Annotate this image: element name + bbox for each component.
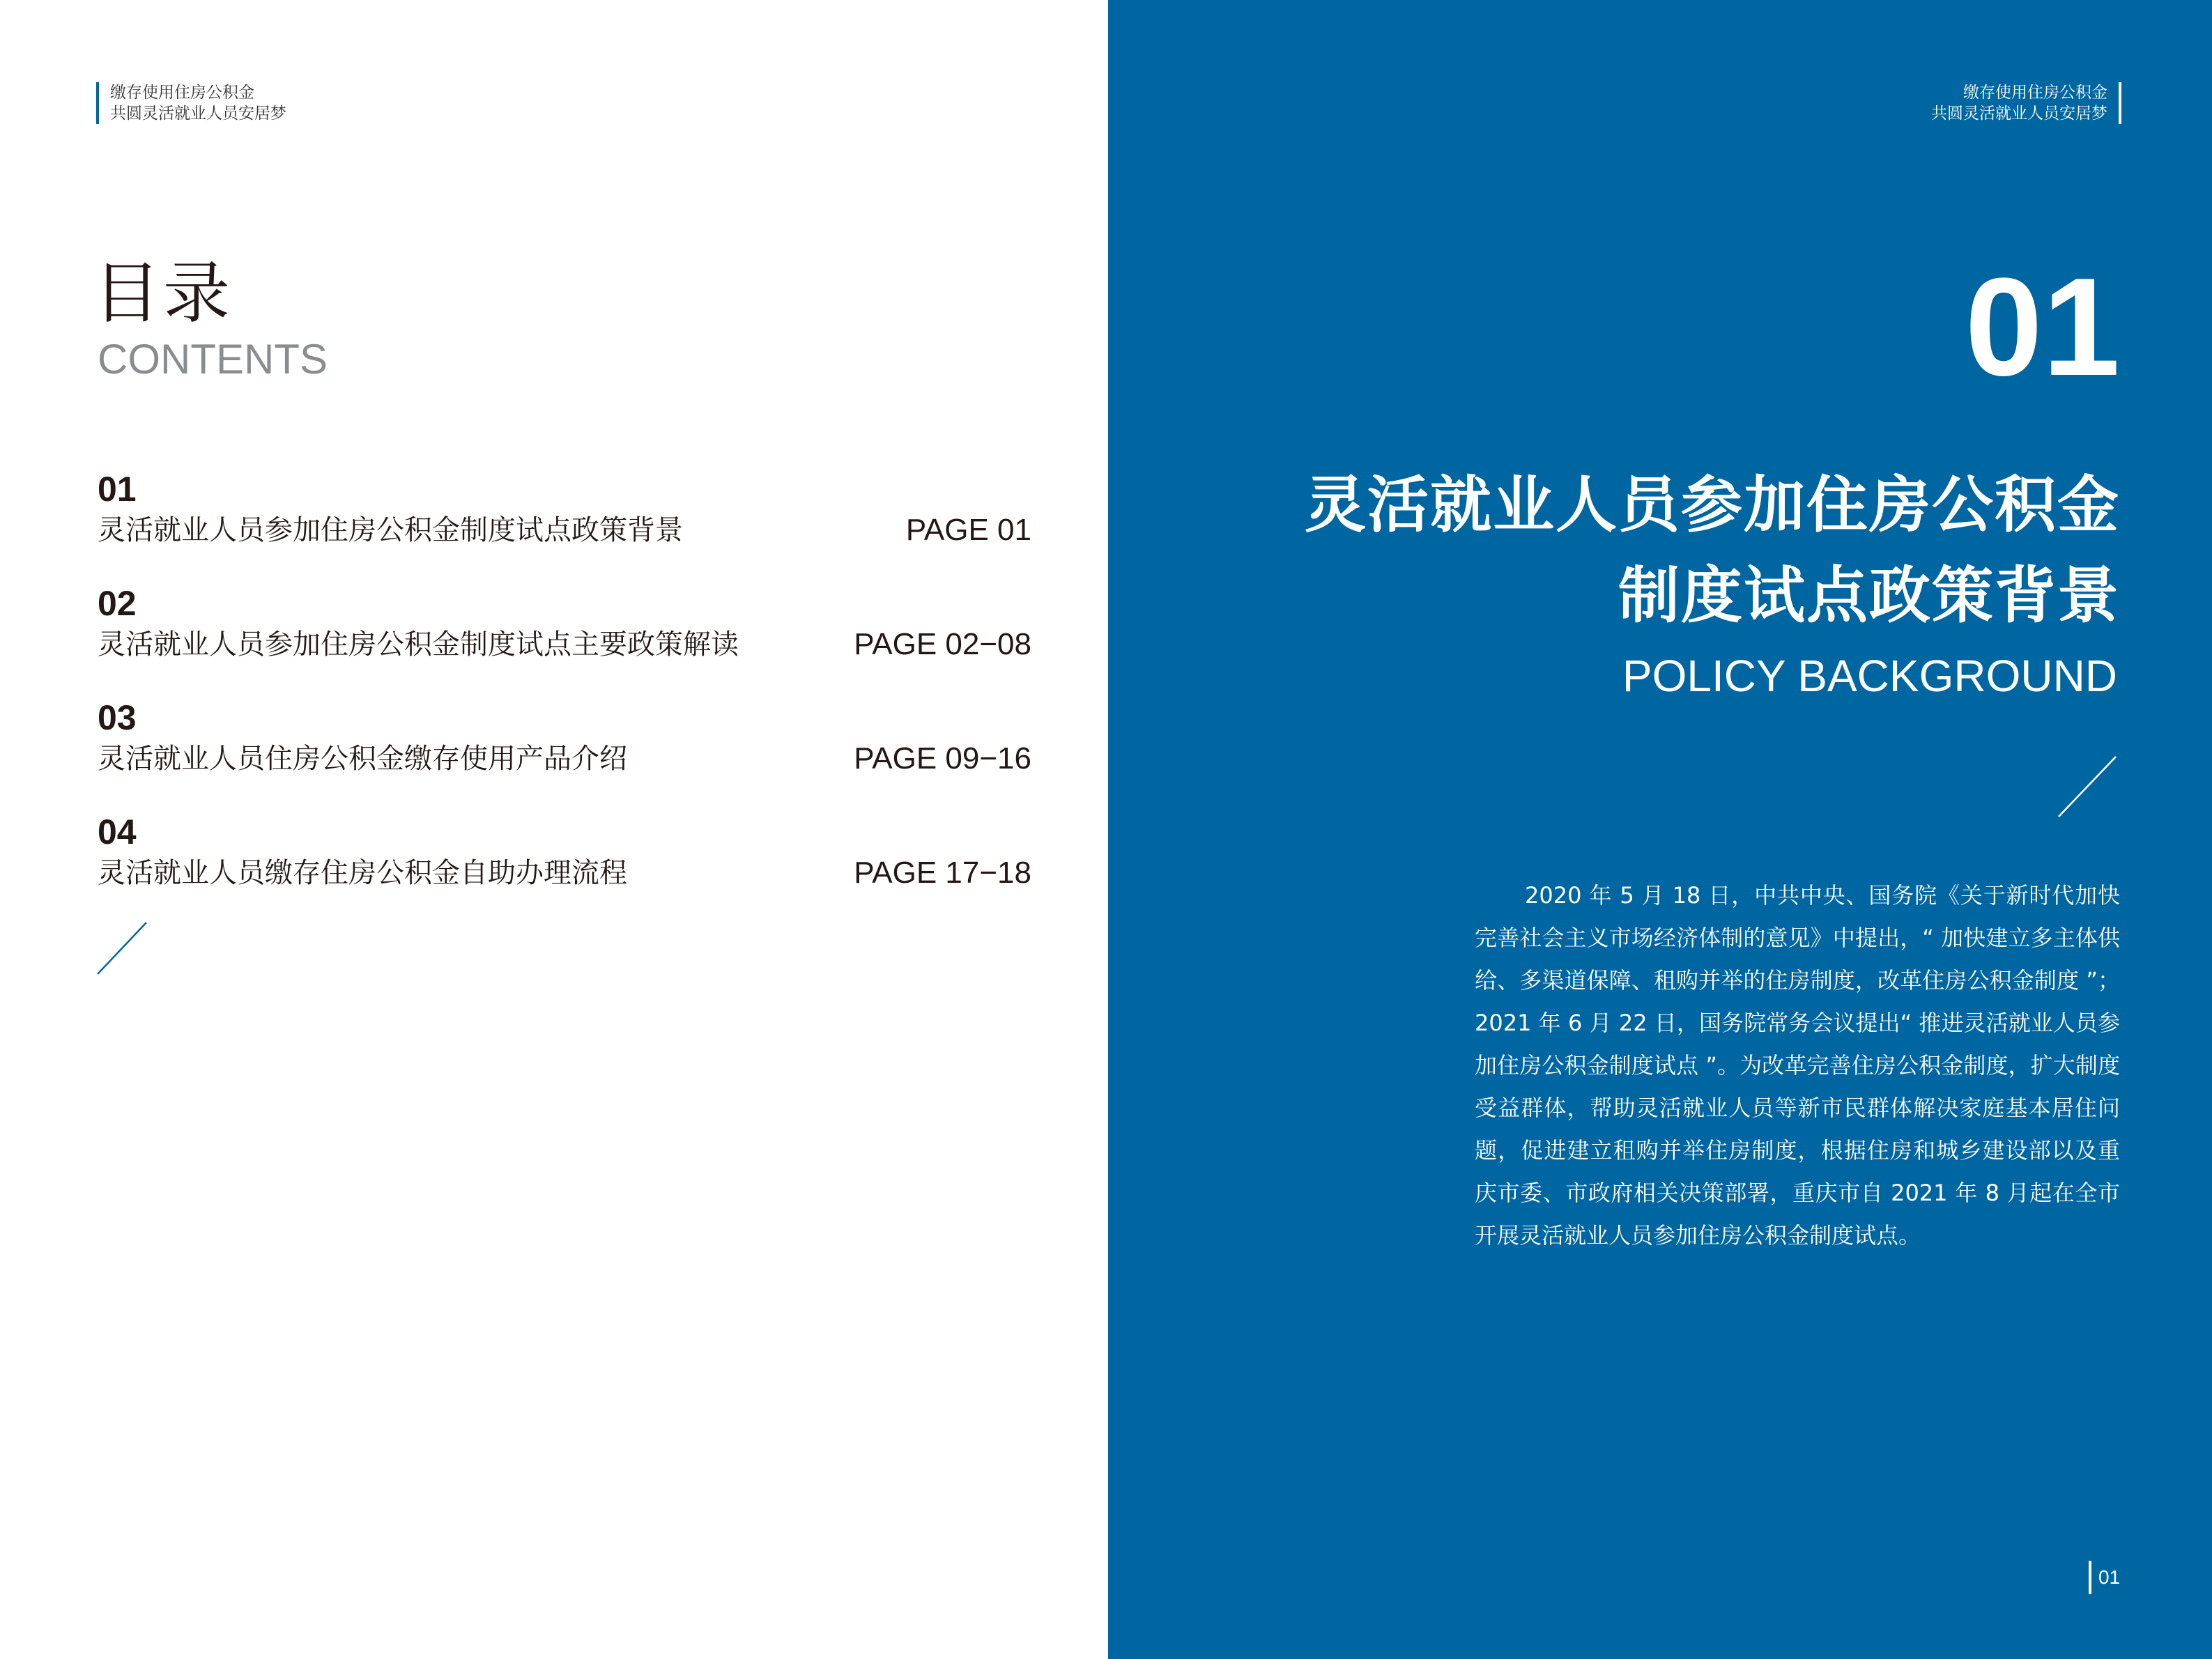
contents-subtitle: CONTENTS [98, 336, 328, 383]
toc-item-title: 灵活就业人员参加住房公积金制度试点政策背景 [98, 514, 683, 546]
body-line: 庆市委、市政府相关决策部署，重庆市自 2021 年 8 月起在全市 [1475, 1180, 2120, 1206]
toc-item-01[interactable] [98, 468, 1031, 566]
toc-item-02[interactable] [98, 582, 1031, 680]
section-title-line-1: 灵活就业人员参加住房公积金 [1304, 469, 2120, 541]
body-line: 加住房公积金制度试点 ”。为改革完善住房公积金制度，扩大制度 [1475, 1052, 2120, 1079]
header-tag-right [1931, 82, 2121, 124]
toc-item-number: 01 [98, 470, 137, 509]
toc-item-number: 02 [98, 584, 137, 623]
body-line: 开展灵活就业人员参加住房公积金制度试点。 [1475, 1222, 1921, 1249]
section-body [1475, 874, 2120, 1257]
body-line: 给、多渠道保障、租购并举的住房制度，改革住房公积金制度 ”； [1475, 967, 2120, 994]
toc-item-04[interactable] [98, 811, 1031, 909]
header-tag [96, 82, 286, 124]
toc-item-page: PAGE 02−08 [854, 627, 1031, 661]
header-line-1: 缴存使用住房公积金 [1963, 84, 2107, 102]
section-title [1305, 460, 2120, 641]
body-line: 完善社会主义市场经济体制的意见》中提出，“ 加快建立多主体供 [1475, 925, 2120, 951]
body-line: 2021 年 6 月 22 日，国务院常务会议提出“ 推进灵活就业人员参 [1475, 1010, 2120, 1036]
toc-item-title: 灵活就业人员参加住房公积金制度试点主要政策解读 [98, 628, 739, 661]
header-line-1: 缴存使用住房公积金 [110, 84, 254, 102]
contents-title: 目录 [93, 254, 233, 332]
body-line: 题，促进建立租购并举住房制度，根据住房和城乡建设部以及重 [1475, 1137, 2120, 1164]
body-line: 受益群体，帮助灵活就业人员等新市民群体解决家庭基本居住问 [1475, 1095, 2120, 1121]
toc-item-number: 04 [98, 812, 137, 851]
section-number: 01 [1965, 249, 2120, 405]
body-line: 2020 年 5 月 18 日，中共中央、国务院《关于新时代加快 [1525, 882, 2120, 909]
toc-item-number: 03 [98, 698, 137, 737]
decorative-slash-line [2056, 754, 2119, 819]
header-line-2: 共圆灵活就业人员安居梦 [1931, 105, 2107, 123]
toc-item-page: PAGE 09−16 [854, 741, 1031, 776]
toc-item-03[interactable] [98, 697, 1031, 794]
toc-item-title: 灵活就业人员缴存住房公积金自助办理流程 [98, 857, 627, 889]
toc-item-page: PAGE 17−18 [854, 856, 1031, 890]
section-title-line-2: 制度试点政策背景 [1618, 560, 2120, 631]
toc-item-page: PAGE 01 [905, 513, 1031, 547]
section-title-english: POLICY BACKGROUND [1622, 651, 2117, 701]
decorative-slash-line [96, 920, 149, 975]
page-number: 01 [2089, 1561, 2120, 1594]
header-line-2: 共圆灵活就业人员安居梦 [110, 105, 286, 123]
toc-item-title: 灵活就业人员住房公积金缴存使用产品介绍 [98, 743, 627, 775]
